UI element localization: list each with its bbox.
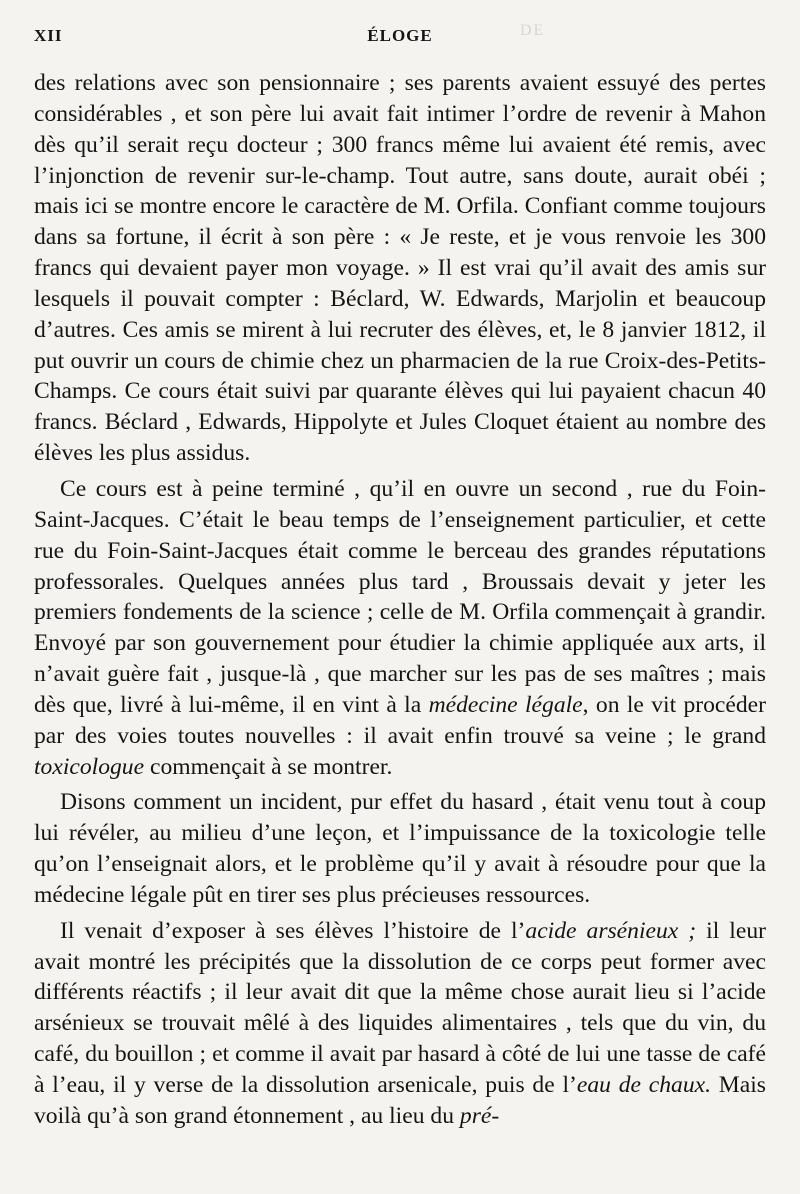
page-header [34,22,766,50]
paragraph [34,916,766,1132]
text-run: , on le vit procéder par des voies toutes nouvelles : il avait enfin trouvé sa veine ; le grand [34,691,767,749]
paragraph [34,474,766,782]
text-run: Disons comment un incident, pur effet du hasard , était venu tout à coup lui révéler, au milieu d’une leçon, et l’impuissance de la toxicologie telle qu’on l’enseignait alors, et le problème qu’il y avait à résoudre pour que la médecine légale pût en tirer ses plus précieuses ressources. [34,789,766,908]
italic-run: médecine légale [428,691,583,718]
text-run: Mais voilà qu’à son grand étonnement , au lieu du [34,1072,766,1129]
text-run: il leur avait montré les précipités que la dissolution de ce corps peut former avec différents réactifs ; il leur avait dit que la même chose aurait lieu si l’acide arsénieux se trouvait mêlé à des liquides alimentaires , tels que du vin, du café, du bouillon ; et comme il avait par hasard à côté de lui une tasse de café à l’eau, il y verse de la dissolution arsenicale, puis de l’ [34,917,766,1098]
italic-run: toxicologue [34,753,145,780]
italic-run: acide arsénieux ; [525,917,697,944]
text-run: Ce cours est à peine terminé , qu’il en ouvre un second , rue du Foin-Saint-Jacques. C’était le beau temps de l’enseignement particulier, et cette rue du Foin-Saint-Jacques était comme le berceau des grandes réputations professorales. Quelques années plus tard , Broussais devait y jeter les premiers fondements de la science ; celle de M. Orfila commençait à grandir. Envoyé par son gouvernement pour étudier la chimie appliquée aux arts, il n’avait guère fait , jusque-là , que marcher sur les pas de ses maîtres ; mais dès que, livré à lui-même, il en vint à la [34,475,766,718]
page-number: XII [34,26,63,45]
text-run: des relations avec son pensionnaire ; ses parents avaient essuyé des pertes considérables , et son père lui avait fait intimer l’ordre de revenir à Mahon dès qu’il serait reçu docteur ; 300 francs même lui avaient été remis, avec l’injonction de revenir sur-le-champ. Tout autre, sans doute, aurait obéi ; mais ici se montre encore le caractère de M. Orfila. Confiant comme toujours dans sa fortune, il écrit à son père : « Je reste, et je vous renvoie les 300 francs qui devaient payer mon voyage. » Il est vrai qu’il avait des amis sur lesquels il pouvait compter : Béclard, W. Edwards, Marjolin et beaucoup d’autres. Ces amis se mirent à lui recruter des élèves, et, le 8 janvier 1812, il put ouvrir un cours de chimie chez un pharmacien de la rue Croix-des-Petits-Champs. Ce cours était suivi par quarante élèves qui lui payaient chacun 40 francs. Béclard , Edwards, Hippolyte et Jules Cloquet étaient au nombre des élèves les plus assidus. [34,70,766,467]
page-body [34,68,766,1132]
text-run: commençait à se montrer. [144,753,393,780]
italic-run: pré- [459,1102,500,1129]
italic-run: eau de chaux. [576,1072,712,1098]
bleed-through-text: DE [520,22,546,39]
paragraph [34,787,766,910]
paragraph [34,68,766,469]
text-run: Il venait d’exposer à ses élèves l’histoire de l’ [60,917,526,944]
running-title: ÉLOGE [367,26,433,45]
